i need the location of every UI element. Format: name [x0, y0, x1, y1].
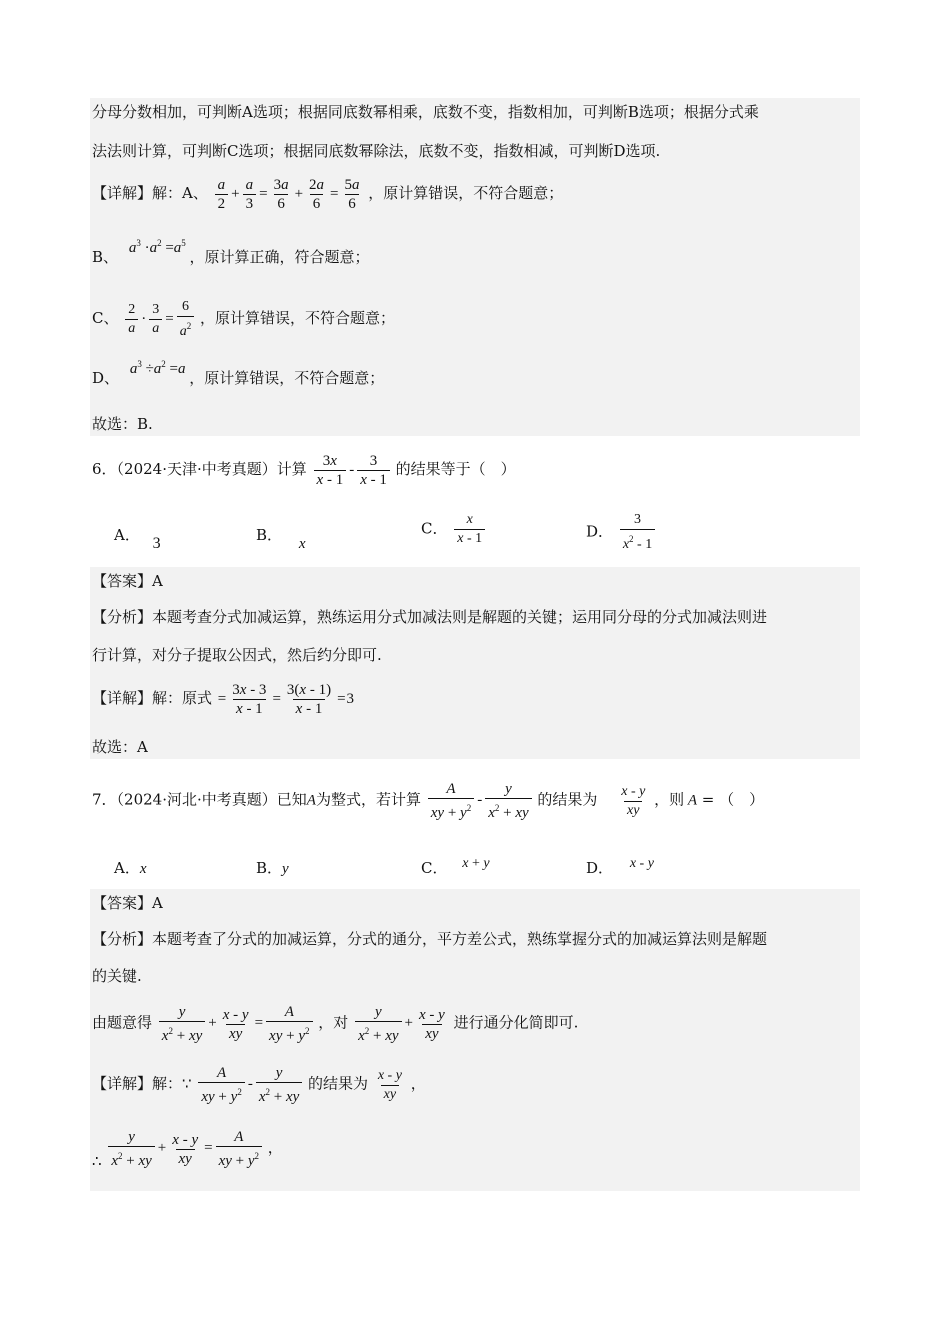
comment-d: ，原计算错误，不符合题意；: [189, 369, 385, 387]
q7-stem-prefix: 7．（2024·河北·中考真题）已知: [92, 790, 307, 809]
option-label-c: C、: [92, 308, 119, 327]
q7-option-a[interactable]: A．x: [114, 859, 147, 877]
q5-analysis-line2: 法法则计算，可判断C选项；根据同底数幂除法，底数不变，指数相减，可判断D选项.: [92, 142, 661, 160]
formula-d: $a^3 \div a^2 =a$: [129, 359, 186, 377]
q6-answer: 【答案】A: [92, 572, 163, 590]
q6-detail-formula: = $\frac{3x - 3}{x - 1}$ = $\frac{3(x - 1)}{x - 1}$ =3: [217, 682, 355, 717]
q5-analysis-line1: 分母分数相加，可判断A选项；根据同底数幂相乘，底数不变，指数相加，可判断B选项；根据分式乘: [92, 103, 759, 121]
formula-a: $\frac{a}{2}$ + $\frac{a}{3}$ = $\frac{3a}{6}$ + $\frac{2a}{6}$ = $\frac{5a}{6}$: [213, 186, 369, 202]
q7-stem: 7．（2024·河北·中考真题）已知A为整式，若计算 $\frac{A}{xy + y^2}$ - $\frac{y}{x^2 + xy}$ 的结果为 $\frac{x - y}{xy}$ ，则 A = （ ）: [92, 781, 765, 821]
q7-reason-mid: ，对: [318, 1013, 349, 1032]
q6-detail-label: 【详解】解：原式: [92, 688, 213, 707]
option-label-b: B、: [92, 248, 119, 266]
q6-analysis-line1: 【分析】本题考查分式加减运算，熟练运用分式加减法则是解题的关键；运用同分母的分式加减法则进: [92, 608, 768, 626]
q6-answer-line: 故选：A: [92, 738, 148, 756]
q6-option-b[interactable]: B． x: [256, 526, 306, 552]
q5-detail-c: [92, 298, 395, 341]
q7-result-formula: $\frac{x - y}{xy}$: [621, 783, 646, 818]
q7-therefore: ∴ $\frac{y}{x^2 + xy}$ + $\frac{x - y}{xy}$ = $\frac{A}{xy + y^2}$ ，: [92, 1129, 283, 1171]
q7-reason-prefix: 由题意得: [92, 1013, 153, 1032]
q7-option-b[interactable]: B．y: [256, 859, 289, 877]
therefore-symbol: ∴: [92, 1154, 102, 1171]
q7-detail-label: 【详解】解：: [92, 1074, 183, 1093]
q5-detail-a: [92, 176, 563, 213]
q6-option-c[interactable]: C． $\frac{x}{x - 1}$: [421, 511, 487, 548]
q7-reason-suffix: 进行通分化简即可.: [453, 1013, 579, 1032]
q7-stem-end: （ ）: [719, 790, 765, 809]
q5-answer-line: 故选：B.: [92, 415, 153, 433]
q6-stem-prefix: 6．（2024·天津·中考真题）计算: [92, 459, 307, 478]
comment-b: ，原计算正确，符合题意；: [189, 248, 370, 266]
q6-option-a[interactable]: A． 3: [114, 526, 161, 552]
detail-label: 【详解】解：A、: [92, 183, 208, 202]
q5-detail-b: [92, 238, 370, 268]
comment-c: ，原计算错误，不符合题意；: [199, 308, 395, 327]
formula-c: $\frac{2}{a}$ · $\frac{3}{a}$ = $\frac{6}{a^2}$: [123, 311, 200, 327]
q7-option-c[interactable]: C． x + y: [421, 856, 490, 877]
q6-stem-suffix: 的结果等于（ ）: [395, 459, 516, 478]
q7-stem-mid: 为整式，若计算: [315, 790, 421, 809]
q7-detail-result: 的结果为: [308, 1074, 369, 1093]
q7-formula: $\frac{A}{xy + y^2}$ - $\frac{y}{x^2 + xy}$: [426, 792, 538, 808]
formula-b: $a^3 \cdot a^2 =a^5$: [128, 238, 186, 256]
q6-option-d[interactable]: D． $\frac{3}{x^2 - 1}$: [586, 511, 657, 554]
q6-stem: [92, 452, 516, 489]
q7-detail: 【详解】解：∵ $\frac{A}{xy + y^2}$ - $\frac{y}{x^2 + xy}$ 的结果为 $\frac{x - y}{xy}$ ，: [92, 1065, 426, 1105]
q7-analysis-line1: 【分析】本题考查了分式的加减运算，分式的通分，平方差公式，熟练掌握分式的加减运算法则是解题: [92, 930, 768, 948]
q7-stem-result: 的结果为: [537, 790, 598, 809]
q5-detail-d: [92, 359, 385, 389]
q7-stem-suffix: ，则: [654, 790, 685, 809]
q6-analysis-line2: 行计算，对分子提取公因式，然后约分即可.: [92, 646, 382, 664]
q6-formula: $\frac{3x}{x - 1}$ - $\frac{3}{x - 1}$: [312, 462, 396, 478]
comment-a: ，原计算错误，不符合题意；: [368, 183, 564, 202]
q7-reason: 由题意得 $\frac{y}{x^2 + xy}$ + $\frac{x - y}{xy}$ = $\frac{A}{xy + y^2}$ ，对 $\frac{y}{x^2 + xy}$ + $\frac{x - y}{xy}$ 进行通分化简即可.: [92, 1004, 579, 1044]
q6-detail: [92, 681, 354, 718]
q7-option-d[interactable]: D． x - y: [586, 856, 654, 877]
q7-answer: 【答案】A: [92, 894, 163, 912]
option-label-d: D、: [92, 369, 120, 387]
q7-analysis-line2: 的关键.: [92, 967, 142, 985]
